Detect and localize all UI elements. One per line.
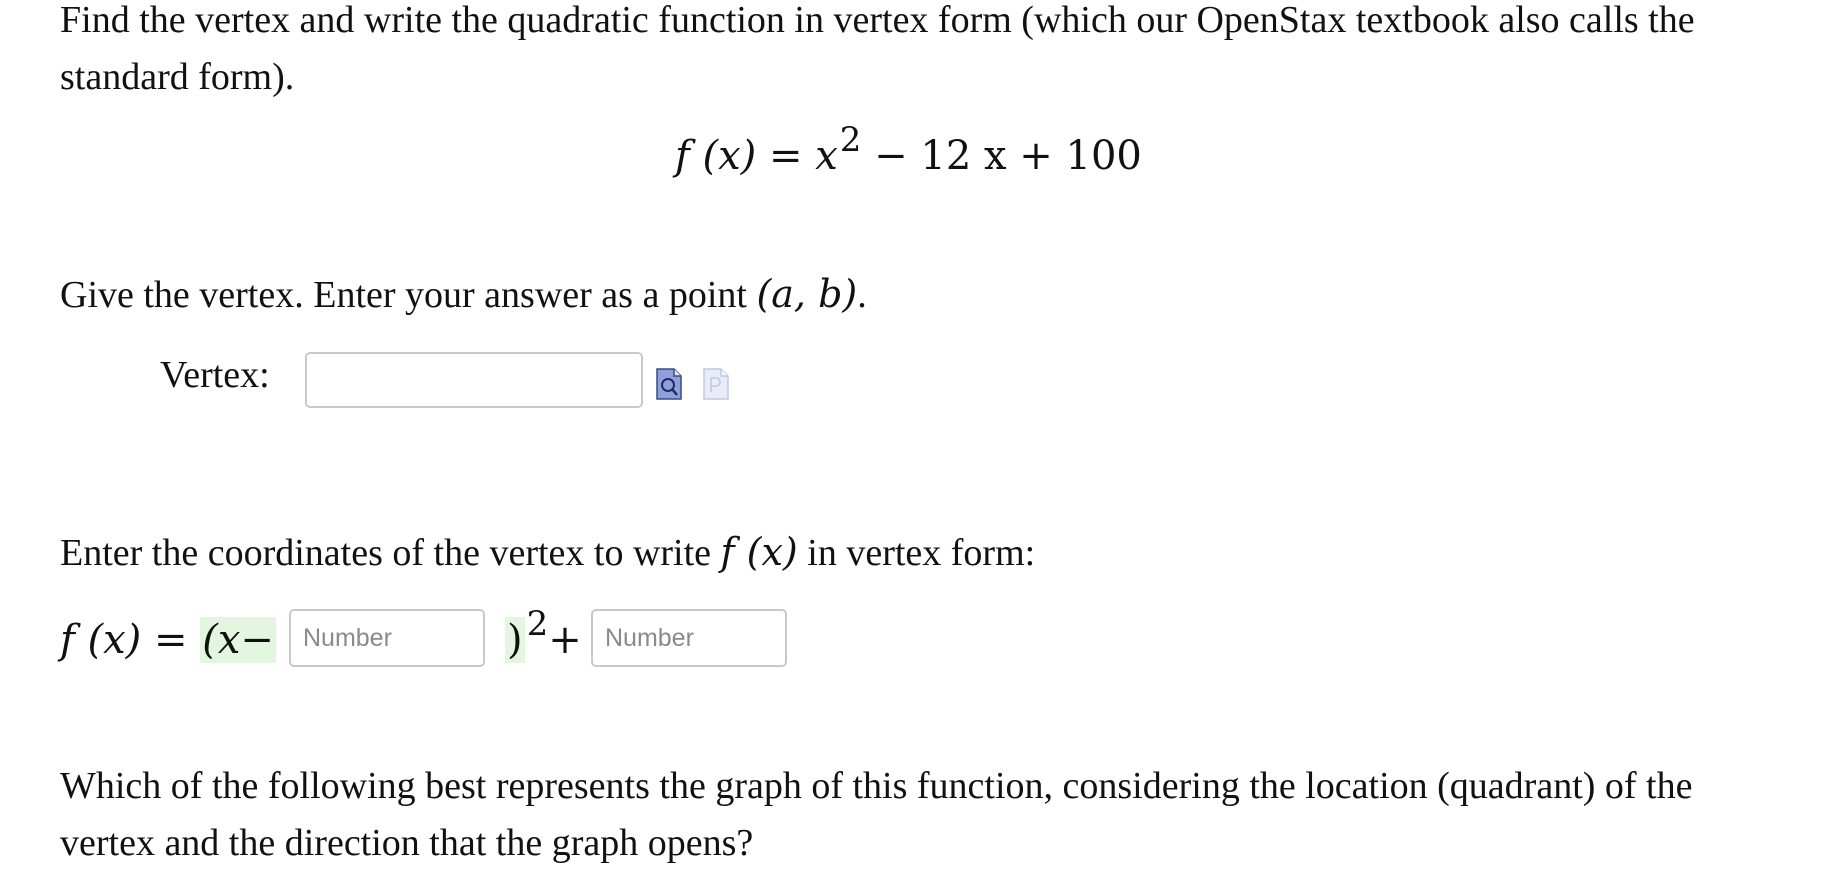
vertex-prompt-text: Give the vertex. Enter your answer as a point — [60, 274, 757, 316]
vertex-form-open-paren: (x− — [202, 617, 274, 663]
vertex-form-lhs-text: f (x) = — [60, 617, 201, 663]
vertex-form-prompt — [60, 530, 1035, 575]
vertex-form-close-paren: ) — [507, 617, 523, 663]
vertex-form-square-part — [505, 604, 582, 670]
vertex-form-fx: f (x) — [720, 530, 798, 574]
vertex-point-notation: (a, b) — [756, 272, 858, 316]
vertex-input[interactable] — [305, 352, 643, 408]
vertex-form-exponent: 2 — [526, 604, 549, 644]
graph-question: Which of the following best represents the graph of this function, considering the location (quadrant) of the vertex and the direction that the graph opens? — [60, 765, 1693, 864]
vertex-form-lhs — [60, 612, 276, 668]
vertex-label: Vertex: — [160, 354, 270, 396]
vertex-prompt-period: . — [857, 274, 867, 316]
function-exponent: 2 — [839, 120, 862, 160]
h-number-input[interactable] — [289, 609, 485, 667]
vertex-form-prompt-end: in vertex form: — [797, 532, 1036, 574]
vertex-form-prompt-start: Enter the coordinates of the vertex to write — [60, 532, 721, 574]
function-display — [675, 120, 1142, 186]
function-lhs: f (x) = x — [675, 133, 838, 179]
function-rest: − 12 x + 100 — [861, 133, 1142, 179]
pdf-icon[interactable] — [703, 368, 729, 400]
preview-icon[interactable] — [656, 368, 682, 400]
vertex-prompt — [60, 272, 867, 317]
vertex-form-plus: + — [548, 617, 582, 663]
k-number-input[interactable] — [591, 609, 787, 667]
question-intro: Find the vertex and write the quadratic function in vertex form (which our OpenStax textbook also calls the standard form). — [60, 0, 1695, 98]
